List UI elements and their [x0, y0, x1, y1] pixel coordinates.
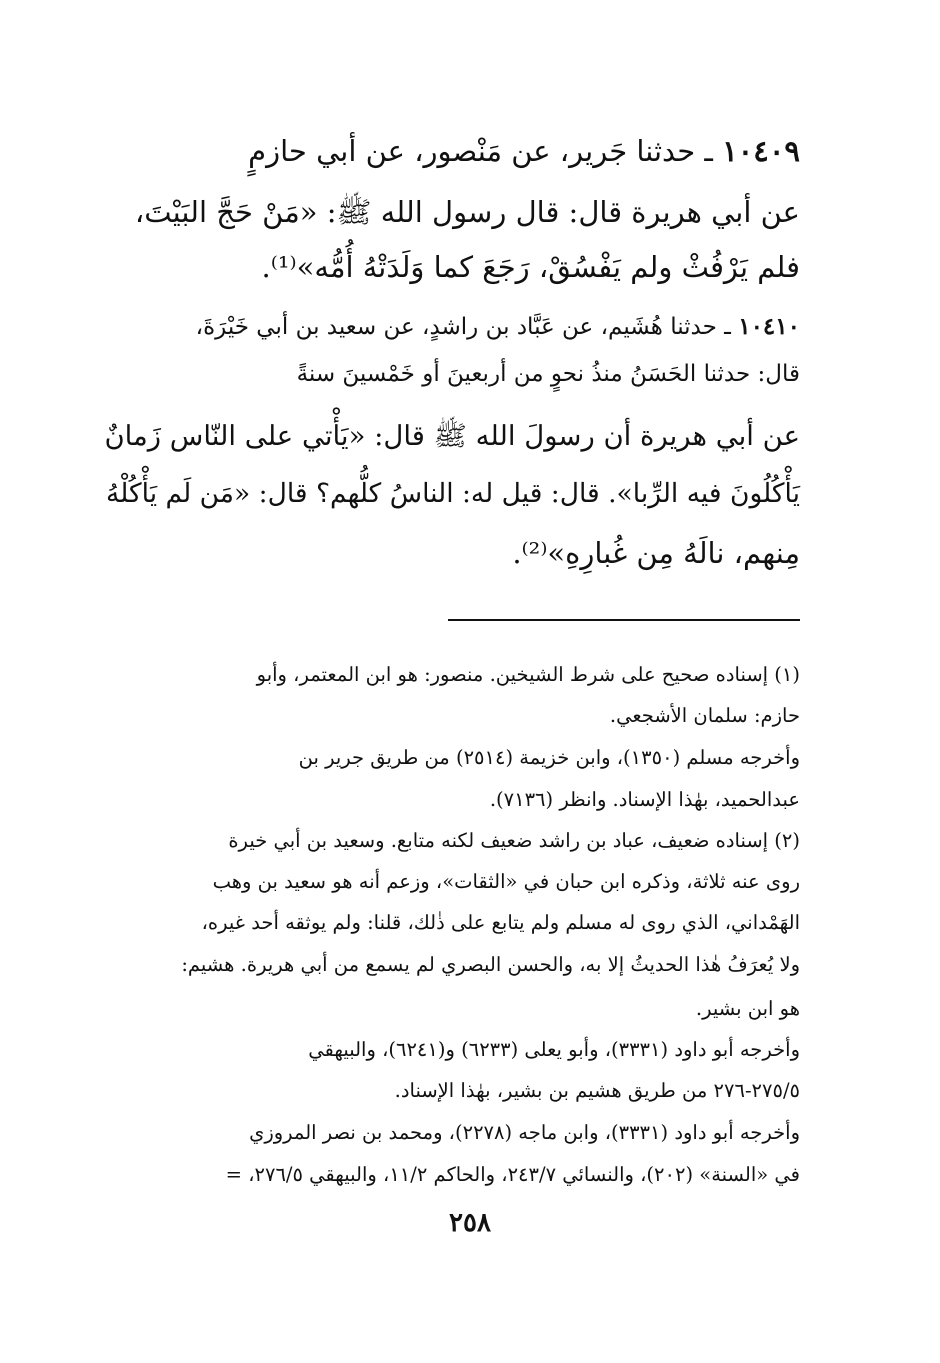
hadith-1410-number: ١٠٤١٠ — [738, 313, 800, 340]
hadith-1410-line-3: عن أبي هريرة أن رسولَ الله ﷺ قال: «يَأْتي على النّاس زَمانٌ — [104, 420, 800, 452]
footnote-1-line-2: حازم: سلمان الأشجعي. — [609, 704, 800, 727]
footnote-2-line-9: في «السنة» (٢٠٢)، والنسائي ٢٤٣/٧، والحاكم ١١/٢، والبيهقي ٢٧٦/٥، = — [225, 1163, 800, 1186]
footnote-1-line-4: عبدالحميد، بهٰذا الإسناد. وانظر (٧١٣٦). — [489, 788, 800, 811]
footnote-2-line-3: الهَمْداني، الذي روى له مسلم ولم يتابع على ذٰلك، قلنا: ولم يوثقه أحد غيره، — [201, 911, 800, 934]
footnote-2-line-4: ولا يُعرَفُ هٰذا الحديثُ إلا به، والحسن البصري لم يسمع من أبي هريرة. هشيم: — [181, 953, 800, 976]
footnote-2-line-2: روى عنه ثلاثة، وذكره ابن حبان في «الثقات»، وزعم أنه هو سعيد بن وهب — [212, 870, 800, 893]
hadith-1409-line-1: ١٠٤٠٩ ـ حدثنا جَرير، عن مَنْصور، عن أبي حازمٍ — [248, 134, 800, 168]
footnote-1-line-1: (١) إسناده صحيح على شرط الشيخين. منصور: هو ابن المعتمر، وأبو — [256, 663, 800, 686]
hadith-1410-line-4: يَأْكُلُونَ فيه الرِّبا». قال: قيل له: الناسُ كلُّهم؟ قال: «مَن لَم يَأْكُلْهُ — [106, 478, 800, 509]
footnote-2-line-6: وأخرجه أبو داود (٣٣٣١)، وأبو يعلى (٦٢٣٣) و(٦٢٤١)، والبيهقي — [308, 1038, 800, 1061]
footnote-2-line-7: ٢٧٥/٥-٢٧٦ من طريق هشيم بن بشير، بهٰذا الإسناد. — [394, 1079, 800, 1102]
hadith-1410-line-2: قال: حدثنا الحَسَنُ منذُ نحوٍ من أربعينَ أو خَمْسينَ سنةً — [296, 361, 800, 387]
hadith-1409-line-2: عن أبي هريرة قال: قال رسول الله ﷺ: «مَنْ حَجَّ البَيْتَ، — [134, 195, 800, 229]
footnote-2-line-1: (٢) إسناده ضعيف، عباد بن راشد ضعيف لكنه متابع. وسعيد بن أبي خيرة — [228, 829, 800, 852]
footnote-2-line-5: هو ابن بشير. — [695, 997, 800, 1020]
page-number: ٢٥٨ — [449, 1208, 491, 1238]
hadith-1409-number: ١٠٤٠٩ — [722, 134, 800, 168]
hadith-1410-line-5: مِنهم، نالَهُ مِن غُبارِهِ»⁽²⁾. — [512, 536, 800, 570]
footnote-1-line-3: وأخرجه مسلم (١٣٥٠)، وابن خزيمة (٢٥١٤) من طريق جرير بن — [298, 746, 800, 769]
footnote-divider — [448, 619, 800, 621]
hadith-1410-line-1: ١٠٤١٠ ـ حدثنا هُشَيم، عن عَبَّاد بن راشدٍ، عن سعيد بن أبي خَيْرَةَ، — [195, 313, 800, 340]
hadith-1409-line-3: فلم يَرْفُثْ ولم يَفْسُقْ، رَجَعَ كما وَلَدَتْهُ أُمُّه»⁽¹⁾. — [261, 250, 800, 284]
footnote-2-line-8: وأخرجه أبو داود (٣٣٣١)، وابن ماجه (٢٢٧٨)، ومحمد بن نصر المروزي — [249, 1121, 800, 1144]
